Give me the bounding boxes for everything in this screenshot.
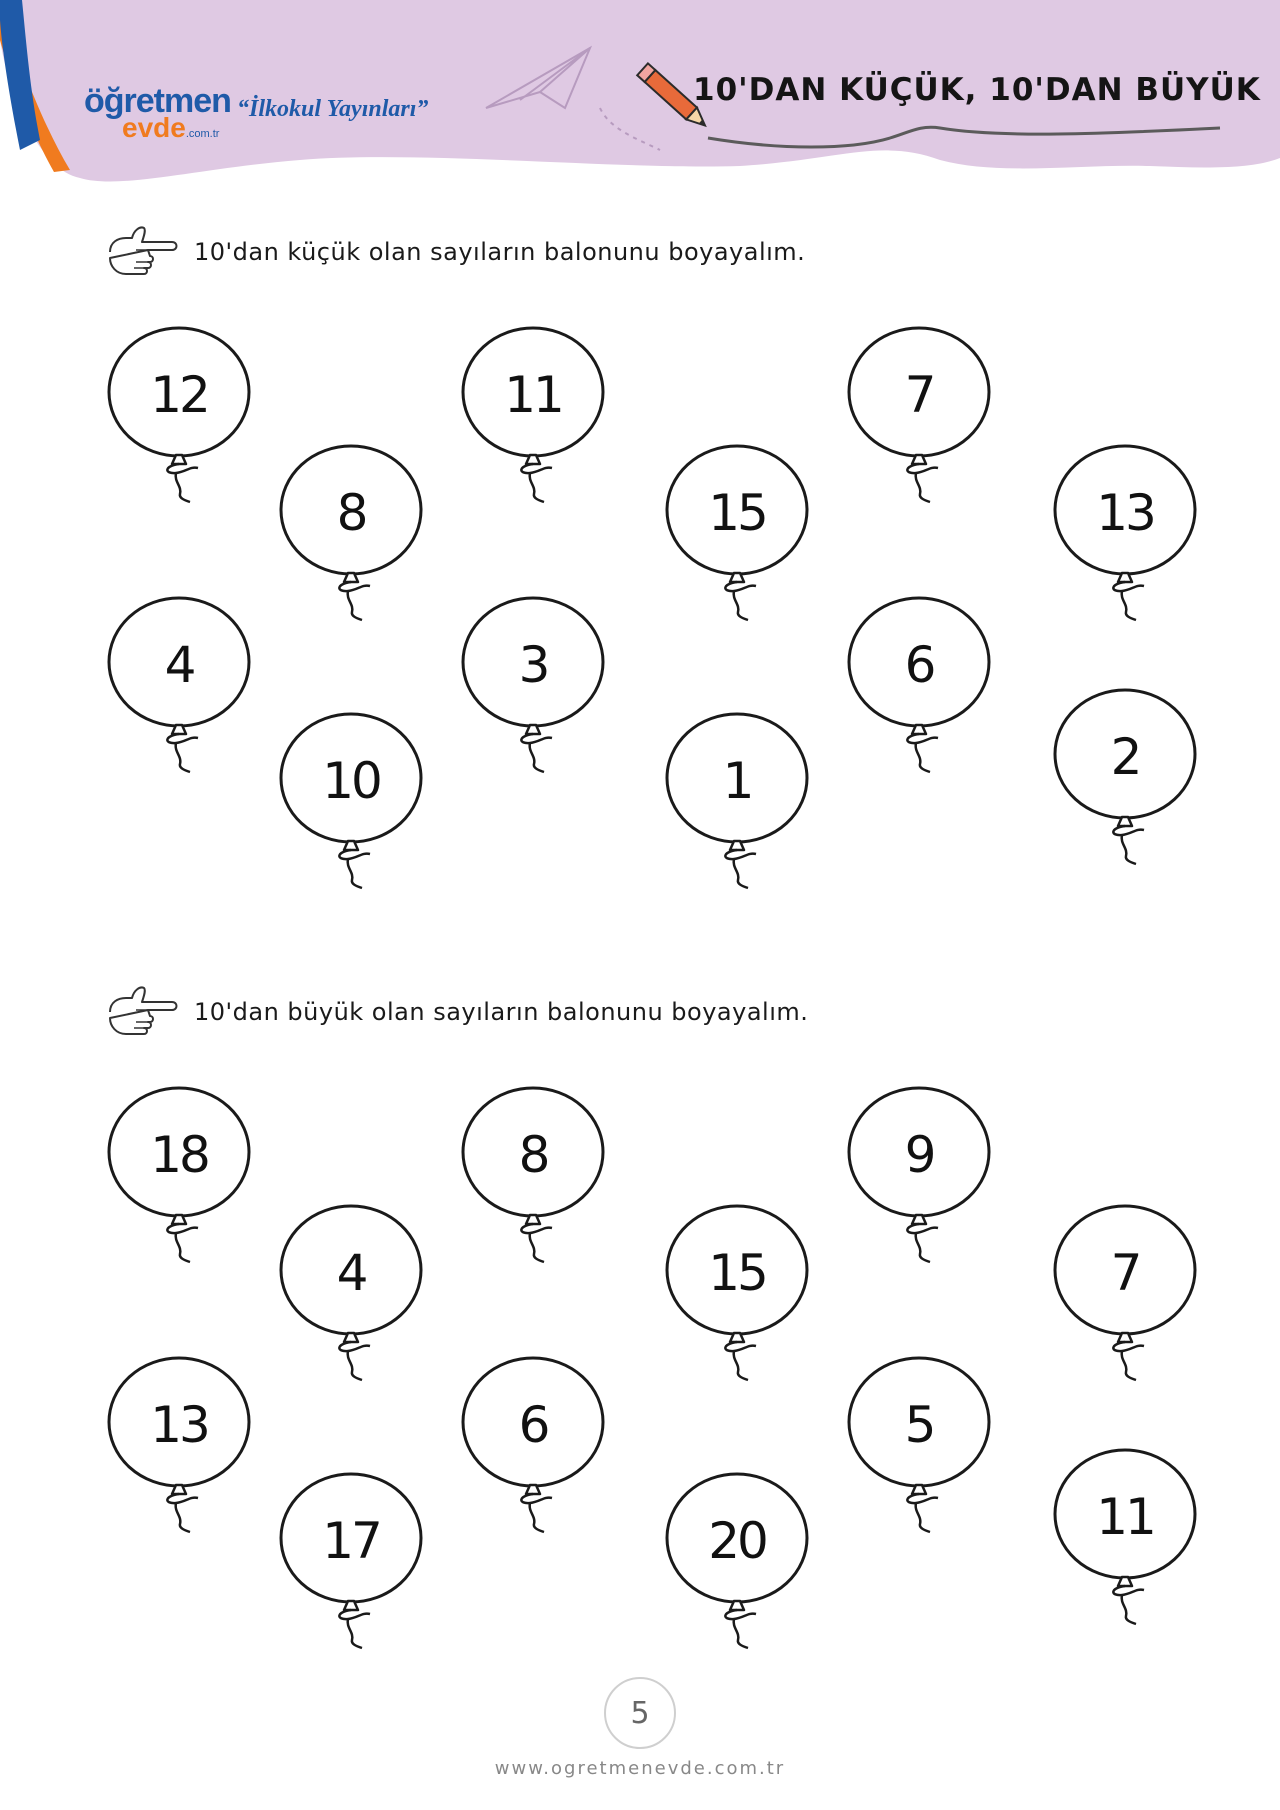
balloon[interactable] — [664, 1472, 810, 1648]
balloon-number: 18 — [150, 1126, 208, 1184]
page-number: 5 — [604, 1677, 676, 1749]
instruction-2 — [106, 982, 808, 1042]
balloon-number: 12 — [150, 366, 208, 424]
balloon-number: 11 — [504, 366, 562, 424]
balloon[interactable] — [460, 596, 606, 772]
instruction-text: 10'dan büyük olan sayıların balonunu boyayalım. — [194, 998, 809, 1026]
balloon-number: 5 — [904, 1396, 934, 1454]
logo — [84, 82, 231, 143]
balloon-number: 4 — [336, 1244, 366, 1302]
balloon-number: 10 — [322, 752, 380, 810]
balloon[interactable] — [106, 596, 252, 772]
balloon[interactable] — [278, 1204, 424, 1380]
pointing-hand-icon — [106, 982, 180, 1042]
balloon-number: 2 — [1110, 728, 1140, 786]
balloon[interactable] — [106, 1356, 252, 1532]
logo-sub-text: evde — [122, 112, 186, 143]
balloon-number: 6 — [904, 636, 934, 694]
balloon[interactable] — [460, 1086, 606, 1262]
balloon[interactable] — [278, 1472, 424, 1648]
balloon[interactable] — [846, 1356, 992, 1532]
balloon-number: 13 — [150, 1396, 208, 1454]
balloon[interactable] — [846, 326, 992, 502]
balloon-number: 7 — [1110, 1244, 1140, 1302]
balloon[interactable] — [1052, 688, 1198, 864]
instruction-text: 10'dan küçük olan sayıların balonunu boyayalım. — [194, 238, 806, 266]
balloon[interactable] — [278, 712, 424, 888]
balloon-number: 6 — [518, 1396, 548, 1454]
balloon-number: 8 — [518, 1126, 548, 1184]
pointing-hand-icon — [106, 222, 180, 282]
balloon-number: 20 — [708, 1512, 766, 1570]
balloon[interactable] — [278, 444, 424, 620]
balloon-number: 7 — [904, 366, 934, 424]
balloon[interactable] — [664, 444, 810, 620]
balloon-number: 13 — [1096, 484, 1154, 542]
balloon-number: 8 — [336, 484, 366, 542]
balloon-number: 3 — [518, 636, 548, 694]
balloon-number: 15 — [708, 484, 766, 542]
balloon-number: 1 — [722, 752, 752, 810]
balloon[interactable] — [460, 326, 606, 502]
balloon[interactable] — [846, 1086, 992, 1262]
logo-subword — [122, 114, 219, 148]
balloon[interactable] — [1052, 1448, 1198, 1624]
balloon-number: 15 — [708, 1244, 766, 1302]
balloon-number: 17 — [322, 1512, 380, 1570]
footer-url: www.ogretmenevde.com.tr — [494, 1758, 786, 1779]
balloon[interactable] — [664, 712, 810, 888]
balloon[interactable] — [460, 1356, 606, 1532]
logo-wordmark: öğretmen — [84, 82, 231, 120]
balloon-number: 9 — [904, 1126, 934, 1184]
balloon[interactable] — [106, 326, 252, 502]
balloon[interactable] — [664, 1204, 810, 1380]
balloon[interactable] — [106, 1086, 252, 1262]
logo-domain: .com.tr — [185, 128, 220, 140]
page-title: 10'DAN KÜÇÜK, 10'DAN BÜYÜK — [693, 72, 1261, 108]
instruction-1 — [106, 222, 805, 282]
balloon-number: 4 — [164, 636, 194, 694]
balloon-number: 11 — [1096, 1488, 1154, 1546]
balloon[interactable] — [846, 596, 992, 772]
balloon[interactable] — [1052, 1204, 1198, 1380]
balloon[interactable] — [1052, 444, 1198, 620]
publisher-name: “İlkokul Yayınları” — [237, 96, 429, 122]
